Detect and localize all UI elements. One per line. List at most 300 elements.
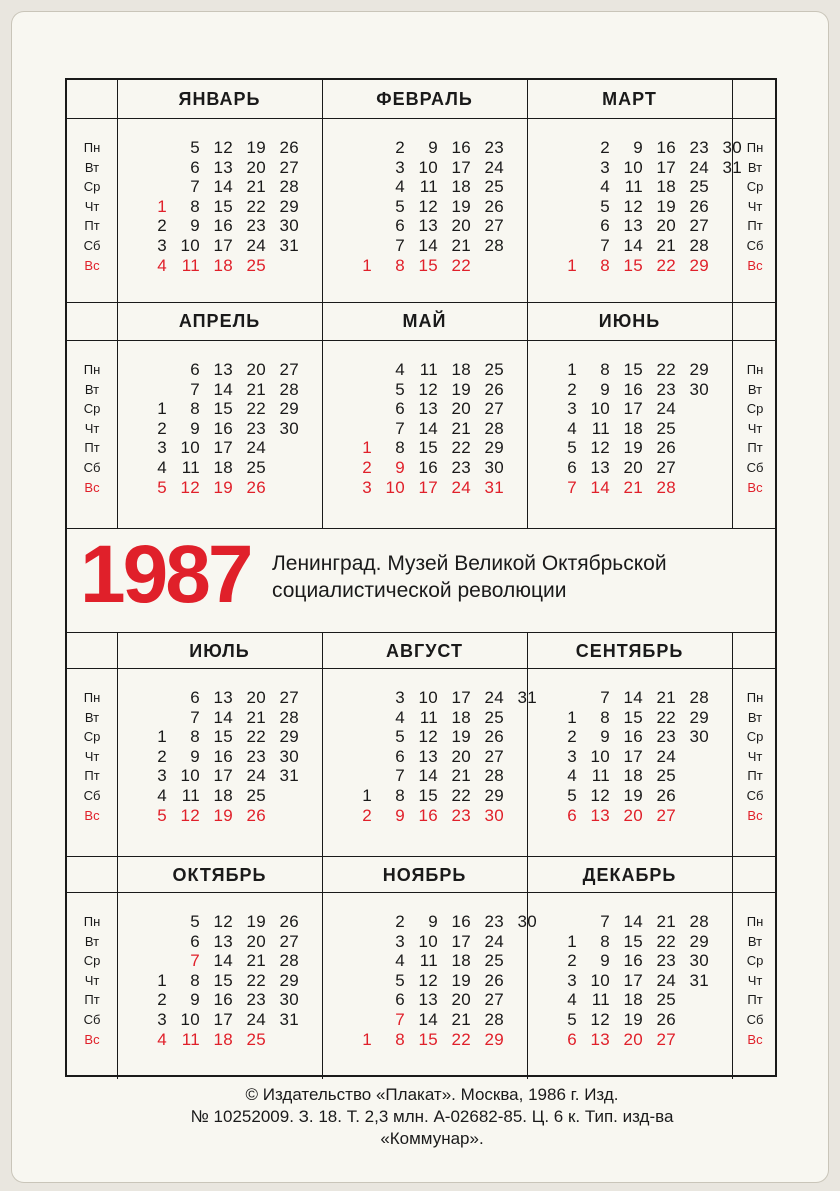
day-cell: 29 <box>689 931 709 951</box>
day-cell: 10 <box>418 688 438 707</box>
day-cell: 15 <box>418 786 438 805</box>
weekday-label: Вс <box>747 1031 763 1047</box>
grid-divider <box>322 632 323 856</box>
day-cell: 7 <box>600 912 610 931</box>
month-name: ОКТЯБРЬ <box>172 865 267 885</box>
day-cell: 2 <box>395 138 405 157</box>
day-cell: 23 <box>656 951 676 971</box>
day-cell: 30 <box>279 418 299 438</box>
weekday-label: Вс <box>747 807 763 823</box>
grid-divider <box>527 632 528 856</box>
day-cell: 10 <box>590 746 610 766</box>
day-cell: 19 <box>451 727 471 747</box>
day-cell: 4 <box>395 707 405 727</box>
day-cell: 27 <box>484 399 504 419</box>
day-cell: 4 <box>600 177 610 197</box>
day-cell: 9 <box>395 458 405 477</box>
banner-caption <box>272 550 667 604</box>
day-cell: 20 <box>451 990 471 1010</box>
day-cell: 16 <box>451 912 471 931</box>
day-cell: 15 <box>623 255 643 275</box>
weekday-labels <box>732 360 778 497</box>
day-cell: 14 <box>213 177 233 197</box>
day-cell: 28 <box>689 688 709 707</box>
day-cell: 20 <box>451 399 471 419</box>
weekday-label: Вт <box>747 381 763 397</box>
day-cell: 23 <box>451 805 471 825</box>
weekday-label: Пт <box>84 992 100 1008</box>
day-cell: 26 <box>246 805 266 825</box>
weekday-label: Ср <box>83 401 101 417</box>
day-cell: 30 <box>279 990 299 1010</box>
day-cell: 27 <box>689 216 709 236</box>
weekday-label: Вс <box>747 479 763 495</box>
day-cell: 29 <box>279 727 299 747</box>
day-cell: 6 <box>190 931 200 951</box>
day-cell: 19 <box>656 196 676 216</box>
day-cell: 8 <box>190 196 200 216</box>
day-cell: 5 <box>395 970 405 990</box>
day-cell: 12 <box>590 438 610 458</box>
day-cell: 4 <box>157 255 167 275</box>
day-cell: 3 <box>600 157 610 177</box>
day-cell: 18 <box>623 990 643 1010</box>
weekday-label: Ср <box>746 401 764 417</box>
day-cell: 14 <box>418 766 438 786</box>
day-cell: 17 <box>213 438 233 458</box>
grid-divider <box>527 856 528 1079</box>
day-cell: 23 <box>451 458 471 477</box>
day-cell: 19 <box>623 438 643 458</box>
day-cell: 15 <box>623 931 643 951</box>
day-cell: 26 <box>656 786 676 805</box>
day-cell: 1 <box>567 707 577 727</box>
day-cell: 12 <box>623 196 643 216</box>
weekday-label: Ср <box>83 179 101 195</box>
grid-rule <box>67 340 775 341</box>
weekday-labels <box>732 912 778 1049</box>
day-cell: 28 <box>279 379 299 399</box>
day-cell: 4 <box>157 458 167 477</box>
weekday-label: Вт <box>84 709 100 725</box>
weekday-label: Чт <box>84 420 100 436</box>
day-cell: 21 <box>656 912 676 931</box>
weekday-label: Сб <box>83 787 101 803</box>
imprint-footer <box>102 1084 762 1150</box>
day-cell: 1 <box>567 255 577 275</box>
day-cell: 15 <box>213 399 233 419</box>
day-cell: 24 <box>484 931 504 951</box>
day-cell: 27 <box>484 216 504 236</box>
day-cell: 25 <box>246 786 266 805</box>
day-cell: 19 <box>451 379 471 399</box>
grid-rule <box>67 856 775 857</box>
weekday-label: Пн <box>746 362 764 377</box>
day-cell: 11 <box>181 1029 200 1049</box>
day-cell: 22 <box>246 399 266 419</box>
day-cell: 20 <box>623 805 643 825</box>
weekday-label: Сб <box>83 237 101 253</box>
day-cell: 22 <box>451 1029 471 1049</box>
day-cell: 7 <box>395 418 405 438</box>
day-cell: 27 <box>484 746 504 766</box>
banner-caption-line2: социалистической революции <box>272 579 567 602</box>
weekday-label: Вт <box>84 381 100 397</box>
weekday-label: Чт <box>84 198 100 214</box>
day-cell: 21 <box>656 688 676 707</box>
day-cell: 4 <box>567 990 577 1010</box>
day-cell: 13 <box>590 458 610 477</box>
day-cell: 19 <box>623 786 643 805</box>
day-cell: 5 <box>600 196 610 216</box>
day-cell: 15 <box>213 970 233 990</box>
day-cell: 22 <box>656 255 676 275</box>
day-cell: 16 <box>213 990 233 1010</box>
day-cell: 6 <box>190 157 200 177</box>
grid-divider <box>117 302 118 528</box>
day-cell: 12 <box>418 196 438 216</box>
day-cell: 10 <box>418 931 438 951</box>
day-cell: 25 <box>246 255 266 275</box>
day-cell: 20 <box>451 216 471 236</box>
day-cell: 16 <box>213 216 233 236</box>
day-cell: 2 <box>600 138 610 157</box>
day-cell: 7 <box>190 379 200 399</box>
day-cell: 7 <box>567 477 577 497</box>
day-cell: 6 <box>190 688 200 707</box>
grid-divider <box>322 856 323 1079</box>
weekday-label: Вт <box>747 709 763 725</box>
day-cell: 4 <box>157 1029 167 1049</box>
day-cell: 2 <box>157 990 167 1010</box>
day-cell: 10 <box>418 157 438 177</box>
day-cell: 6 <box>395 216 405 236</box>
day-cell: 5 <box>190 912 200 931</box>
day-cell: 21 <box>451 418 471 438</box>
day-cell: 13 <box>590 805 610 825</box>
day-cell: 27 <box>279 931 299 951</box>
day-cell: 12 <box>418 727 438 747</box>
day-cell: 22 <box>451 438 471 458</box>
banner-caption-line1: Ленинград. Музей Великой Октябрьской <box>272 552 667 575</box>
day-cell: 2 <box>567 951 577 971</box>
day-cell: 14 <box>213 707 233 727</box>
day-cell: 18 <box>213 1029 233 1049</box>
day-cell: 27 <box>656 805 676 825</box>
day-cell: 4 <box>157 786 167 805</box>
day-cell: 22 <box>246 970 266 990</box>
day-cell: 21 <box>246 707 266 727</box>
weekday-label: Пн <box>83 690 101 705</box>
month-name: ИЮЛЬ <box>189 641 250 661</box>
day-cell: 30 <box>722 138 742 157</box>
day-cell: 12 <box>590 786 610 805</box>
weekday-label: Пн <box>746 914 764 929</box>
day-cell: 6 <box>190 360 200 379</box>
day-cell: 28 <box>484 236 504 255</box>
grid-rule <box>67 118 775 119</box>
day-cell: 20 <box>246 688 266 707</box>
weekday-label: Чт <box>747 420 763 436</box>
weekday-label: Вт <box>747 933 763 949</box>
day-cell: 11 <box>591 418 610 438</box>
day-cell: 9 <box>600 379 610 399</box>
day-cell: 7 <box>190 177 200 197</box>
day-cell: 28 <box>279 951 299 971</box>
day-cell: 4 <box>395 951 405 971</box>
month-name: ФЕВРАЛЬ <box>376 89 473 109</box>
day-cell: 31 <box>279 766 299 786</box>
grid-divider <box>322 80 323 302</box>
day-cell: 19 <box>451 196 471 216</box>
weekday-label: Пн <box>746 140 764 155</box>
weekday-label: Чт <box>747 972 763 988</box>
month-name: НОЯБРЬ <box>382 865 467 885</box>
day-cell: 17 <box>213 766 233 786</box>
grid-rule <box>67 632 775 633</box>
day-cell: 23 <box>246 418 266 438</box>
day-cell: 25 <box>656 990 676 1010</box>
day-cell: 7 <box>600 688 610 707</box>
day-cell: 8 <box>600 360 610 379</box>
day-cell: 24 <box>656 746 676 766</box>
day-cell: 25 <box>656 766 676 786</box>
day-cell: 7 <box>190 951 200 971</box>
day-cell: 9 <box>600 951 610 971</box>
weekday-label: Пн <box>83 362 101 377</box>
day-cell: 20 <box>451 746 471 766</box>
day-cell: 1 <box>157 196 167 216</box>
grid-rule <box>67 668 775 669</box>
day-cell: 28 <box>279 177 299 197</box>
day-cell: 23 <box>689 138 709 157</box>
day-cell: 2 <box>395 912 405 931</box>
day-cell: 31 <box>484 477 504 497</box>
day-cell: 10 <box>180 438 200 458</box>
day-cell: 25 <box>689 177 709 197</box>
day-cell: 21 <box>451 766 471 786</box>
day-cell: 29 <box>484 1029 504 1049</box>
weekday-label: Чт <box>84 972 100 988</box>
day-cell: 4 <box>395 177 405 197</box>
day-cell: 7 <box>395 766 405 786</box>
day-cell: 30 <box>484 805 504 825</box>
weekday-label: Пт <box>747 992 763 1008</box>
day-cell: 24 <box>484 157 504 177</box>
day-cell: 18 <box>213 255 233 275</box>
day-cell: 3 <box>395 157 405 177</box>
day-cell: 18 <box>451 177 471 197</box>
weekday-label: Сб <box>746 459 764 475</box>
day-cell: 14 <box>418 1010 438 1029</box>
day-cell: 11 <box>591 766 610 786</box>
day-cell: 19 <box>213 805 233 825</box>
day-cell: 29 <box>689 255 709 275</box>
weekday-label: Пн <box>83 914 101 929</box>
day-cell: 5 <box>395 196 405 216</box>
weekday-label: Вс <box>747 257 763 273</box>
day-cell: 31 <box>689 970 709 990</box>
weekday-label: Сб <box>746 237 764 253</box>
day-cell: 9 <box>428 912 438 931</box>
day-cell: 5 <box>567 1010 577 1029</box>
day-cell: 1 <box>362 1029 372 1049</box>
day-cell: 23 <box>484 138 504 157</box>
day-cell: 6 <box>567 458 577 477</box>
day-cell: 17 <box>213 236 233 255</box>
day-cell: 13 <box>213 931 233 951</box>
day-cell: 15 <box>623 707 643 727</box>
day-cell: 5 <box>567 438 577 458</box>
day-cell: 10 <box>623 157 643 177</box>
weekday-label: Сб <box>83 459 101 475</box>
grid-divider <box>117 632 118 856</box>
weekday-label: Сб <box>746 787 764 803</box>
day-cell: 26 <box>484 970 504 990</box>
day-cell: 1 <box>362 438 372 458</box>
day-cell: 23 <box>246 746 266 766</box>
day-cell: 12 <box>213 138 233 157</box>
weekday-label: Чт <box>747 748 763 764</box>
imprint-line2: № 10252009. З. 18. Т. 2,3 млн. А-02682-85. Ц. 6 к. Тип. изд-ва <box>190 1107 674 1126</box>
day-cell: 16 <box>623 379 643 399</box>
day-cell: 21 <box>451 236 471 255</box>
day-cell: 26 <box>656 438 676 458</box>
day-cell: 27 <box>656 458 676 477</box>
day-cell: 25 <box>246 458 266 477</box>
day-cell: 1 <box>157 970 167 990</box>
weekday-labels <box>69 688 115 825</box>
day-cell: 26 <box>689 196 709 216</box>
imprint-line1: © Издательство «Плакат». Москва, 1986 г. Изд. <box>245 1085 619 1104</box>
day-cell: 2 <box>362 805 372 825</box>
day-cell: 11 <box>419 360 438 379</box>
weekday-label: Пн <box>83 140 101 155</box>
day-cell: 3 <box>157 766 167 786</box>
day-cell: 8 <box>600 707 610 727</box>
day-cell: 22 <box>451 786 471 805</box>
weekday-label: Вс <box>84 479 100 495</box>
day-cell: 11 <box>419 951 438 971</box>
weekday-labels <box>69 138 115 275</box>
day-cell: 15 <box>418 255 438 275</box>
day-cell: 10 <box>590 970 610 990</box>
day-cell: 31 <box>722 157 742 177</box>
day-cell: 18 <box>623 418 643 438</box>
day-cell: 10 <box>385 477 405 497</box>
day-cell: 20 <box>246 360 266 379</box>
day-cell: 1 <box>157 727 167 747</box>
day-cell: 24 <box>656 399 676 419</box>
day-cell: 6 <box>395 990 405 1010</box>
day-cell: 3 <box>395 688 405 707</box>
day-cell: 26 <box>246 477 266 497</box>
grid-divider <box>527 80 528 302</box>
day-cell: 2 <box>157 216 167 236</box>
day-cell: 17 <box>623 970 643 990</box>
day-cell: 13 <box>213 157 233 177</box>
day-cell: 28 <box>656 477 676 497</box>
month-name: МАРТ <box>602 89 657 109</box>
day-cell: 22 <box>656 360 676 379</box>
day-cell: 9 <box>428 138 438 157</box>
day-cell: 27 <box>484 990 504 1010</box>
day-cell: 3 <box>157 1010 167 1029</box>
day-cell: 4 <box>395 360 405 379</box>
day-cell: 21 <box>246 177 266 197</box>
day-cell: 29 <box>484 786 504 805</box>
day-cell: 3 <box>395 931 405 951</box>
day-cell: 16 <box>213 418 233 438</box>
day-cell: 2 <box>567 727 577 747</box>
day-cell: 24 <box>246 1010 266 1029</box>
weekday-label: Вс <box>84 807 100 823</box>
day-cell: 29 <box>279 399 299 419</box>
day-cell: 10 <box>180 236 200 255</box>
day-cell: 11 <box>419 177 438 197</box>
weekday-label: Вт <box>84 933 100 949</box>
day-cell: 16 <box>623 727 643 747</box>
weekday-label: Вс <box>84 257 100 273</box>
day-cell: 2 <box>157 418 167 438</box>
day-cell: 28 <box>689 236 709 255</box>
day-cell: 23 <box>656 727 676 747</box>
month-name: ДЕКАБРЬ <box>582 865 677 885</box>
day-cell: 30 <box>279 746 299 766</box>
grid-rule <box>67 892 775 893</box>
day-cell: 12 <box>213 912 233 931</box>
month-name: ЯНВАРЬ <box>178 89 261 109</box>
day-cell: 24 <box>656 970 676 990</box>
day-cell: 26 <box>484 379 504 399</box>
day-cell: 12 <box>590 1010 610 1029</box>
day-cell: 10 <box>180 1010 200 1029</box>
day-cell: 17 <box>213 1010 233 1029</box>
day-cell: 19 <box>213 477 233 497</box>
weekday-label: Ср <box>83 729 101 745</box>
day-cell: 4 <box>567 418 577 438</box>
day-cell: 12 <box>418 970 438 990</box>
month-name: АПРЕЛЬ <box>178 311 261 331</box>
day-cell: 30 <box>689 951 709 971</box>
day-cell: 11 <box>624 177 643 197</box>
day-cell: 2 <box>362 458 372 477</box>
day-cell: 29 <box>689 360 709 379</box>
day-cell: 8 <box>395 786 405 805</box>
day-cell: 18 <box>623 766 643 786</box>
day-cell: 19 <box>623 1010 643 1029</box>
day-cell: 28 <box>689 912 709 931</box>
day-cell: 23 <box>246 990 266 1010</box>
day-cell: 23 <box>656 379 676 399</box>
grid-divider <box>322 302 323 528</box>
day-cell: 30 <box>517 912 537 931</box>
day-cell: 6 <box>600 216 610 236</box>
day-cell: 5 <box>190 138 200 157</box>
day-cell: 21 <box>623 477 643 497</box>
day-cell: 25 <box>484 177 504 197</box>
day-cell: 30 <box>279 216 299 236</box>
day-cell: 8 <box>395 438 405 458</box>
day-cell: 29 <box>279 970 299 990</box>
day-cell: 28 <box>279 707 299 727</box>
day-cell: 24 <box>689 157 709 177</box>
day-cell: 21 <box>246 379 266 399</box>
weekday-label: Пт <box>747 218 763 234</box>
day-cell: 18 <box>451 707 471 727</box>
day-cell: 23 <box>484 912 504 931</box>
weekday-label: Ср <box>746 729 764 745</box>
